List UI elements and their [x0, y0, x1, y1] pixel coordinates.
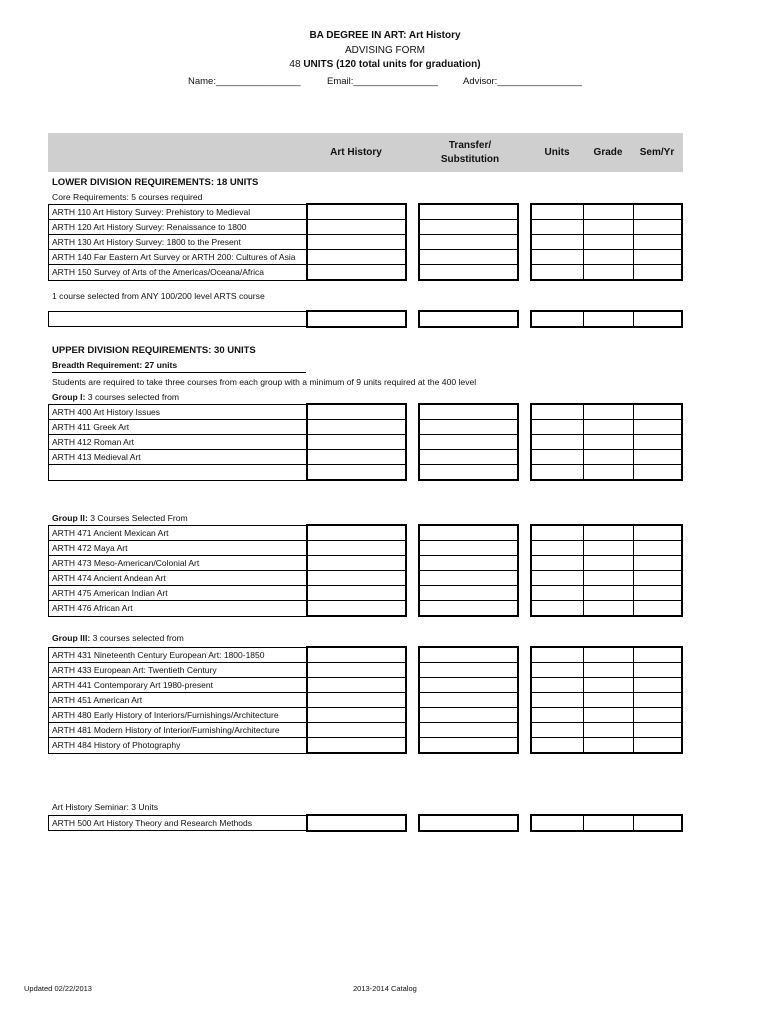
- course-row: [49, 465, 306, 480]
- lower-course-list: [48, 204, 307, 281]
- name-field[interactable]: Name:________________: [188, 76, 301, 87]
- breadth-requirement: Breadth Requirement: 27 units: [52, 360, 178, 370]
- seminar-art-history-box[interactable]: [306, 814, 407, 832]
- course-row: ARTH 500 Art History Theory and Research Methods: [52, 818, 252, 828]
- course-row: ARTH 110 Art History Survey: Prehistory to Medieval: [49, 205, 306, 220]
- core-note: Core Requirements: 5 courses required: [52, 192, 203, 202]
- seminar-transfer-box[interactable]: [418, 814, 519, 832]
- group3-transfer-box[interactable]: [418, 646, 519, 754]
- seminar-units-box[interactable]: [530, 814, 683, 832]
- group3-units-box[interactable]: [530, 646, 683, 754]
- group2-art-history-box[interactable]: [306, 524, 407, 617]
- course-row: ARTH 411 Greek Art: [49, 420, 306, 435]
- upper-division-title: UPPER DIVISION REQUIREMENTS: 30 UNITS: [52, 345, 256, 356]
- lower-division-title: LOWER DIVISION REQUIREMENTS: 18 UNITS: [52, 177, 259, 188]
- group3-heading: Group III: 3 courses selected from: [52, 633, 184, 643]
- breadth-underline: [52, 372, 306, 373]
- course-row: ARTH 471 Ancient Mexican Art: [49, 526, 306, 541]
- form-title: BA DEGREE IN ART: Art History: [309, 30, 461, 41]
- course-row: ARTH 433 European Art: Twentieth Century: [49, 663, 306, 678]
- elective-note: 1 course selected from ANY 100/200 level ARTS course: [52, 291, 265, 301]
- group2-course-list: [48, 525, 307, 617]
- course-row: ARTH 480 Early History of Interiors/Furnishings/Architecture: [49, 708, 306, 723]
- elective-art-history-box[interactable]: [306, 310, 407, 328]
- course-row: ARTH 412 Roman Art: [49, 435, 306, 450]
- course-row: ARTH 481 Modern History of Interior/Furnishing/Architecture: [49, 723, 306, 738]
- course-row: ARTH 441 Contemporary Art 1980-present: [49, 678, 306, 693]
- group1-art-history-box[interactable]: [306, 403, 407, 481]
- group1-transfer-box[interactable]: [418, 403, 519, 481]
- course-row: ARTH 413 Medieval Art: [49, 450, 306, 465]
- lower-units-grade-semyr-box[interactable]: [530, 203, 683, 281]
- elective-transfer-box[interactable]: [418, 310, 519, 328]
- group1-course-list: [48, 404, 307, 481]
- group2-heading: Group II: 3 Courses Selected From: [52, 513, 188, 523]
- group1-heading: Group I: 3 courses selected from: [52, 392, 180, 402]
- advisor-field[interactable]: Advisor:________________: [463, 76, 582, 87]
- lower-art-history-box[interactable]: [306, 203, 407, 281]
- elective-row[interactable]: [48, 311, 307, 327]
- course-row: ARTH 474 Ancient Andean Art: [49, 571, 306, 586]
- course-row: ARTH 451 American Art: [49, 693, 306, 708]
- elective-units-box[interactable]: [530, 310, 683, 328]
- col-grade: Grade: [593, 147, 623, 158]
- email-field[interactable]: Email:________________: [327, 76, 438, 87]
- lower-transfer-box[interactable]: [418, 203, 519, 281]
- course-row: ARTH 431 Nineteenth Century European Art: 1800-1850: [49, 648, 306, 663]
- form-subtitle: ADVISING FORM: [344, 45, 425, 56]
- col-semyr: Sem/Yr: [639, 147, 675, 158]
- group2-transfer-box[interactable]: [418, 524, 519, 617]
- course-row: ARTH 130 Art History Survey: 1800 to the Present: [49, 235, 306, 250]
- course-row: ARTH 473 Meso-American/Colonial Art: [49, 556, 306, 571]
- catalog-year: 2013-2014 Catalog: [353, 984, 417, 993]
- column-header-band: [48, 133, 683, 172]
- col-substitution: Substitution: [440, 154, 500, 165]
- course-row: ARTH 472 Maya Art: [49, 541, 306, 556]
- course-row: ARTH 476 African Art: [52, 603, 133, 613]
- course-row: ARTH 150 Survey of Arts of the Americas/Oceana/Africa: [52, 267, 264, 277]
- group2-units-box[interactable]: [530, 524, 683, 617]
- course-row: ARTH 140 Far Eastern Art Survey or ARTH 200: Cultures of Asia: [49, 250, 306, 265]
- units-heading: 48 UNITS (120 total units for graduation): [289, 59, 481, 70]
- students-note: Students are required to take three courses from each group with a minimum of 9 units required at the 400 level: [52, 377, 477, 387]
- updated-date: Updated 02/22/2013: [24, 984, 92, 993]
- group3-course-list: [48, 647, 307, 754]
- seminar-note: Art History Seminar: 3 Units: [52, 802, 159, 812]
- col-transfer: Transfer/: [448, 140, 492, 151]
- group1-units-box[interactable]: [530, 403, 683, 481]
- col-art-history: Art History: [330, 147, 382, 158]
- group3-art-history-box[interactable]: [306, 646, 407, 754]
- col-units: Units: [544, 147, 570, 158]
- course-row: ARTH 475 American Indian Art: [49, 586, 306, 601]
- seminar-course: [48, 815, 307, 831]
- course-row: ARTH 120 Art History Survey: Renaissance to 1800: [49, 220, 306, 235]
- course-row: ARTH 484 History of Photography: [52, 740, 181, 750]
- course-row: ARTH 400 Art History Issues: [49, 405, 306, 420]
